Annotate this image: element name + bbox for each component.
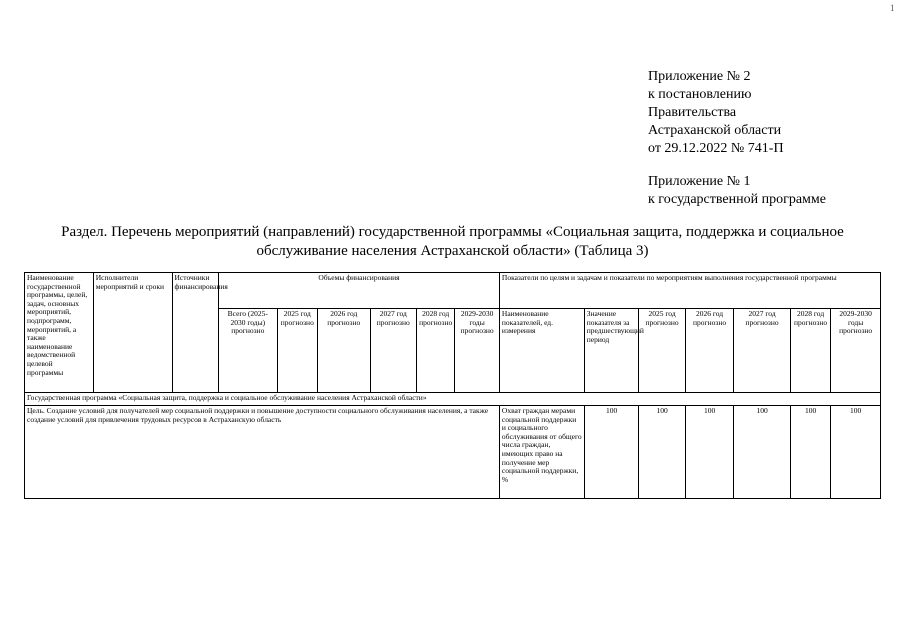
corner-mark: 1: [890, 3, 895, 13]
ind-col-2025: 2025 год прогнозно: [639, 309, 685, 393]
annex-header-bottom: [648, 173, 826, 209]
header-sources: Источники финансирования: [172, 273, 218, 393]
ind-col-2028: 2028 год прогнозно: [790, 309, 830, 393]
annex-line: от 29.12.2022 № 741-П: [648, 141, 784, 156]
ind-col-previous: Значение показателя за предшествующий период: [584, 309, 639, 393]
indicator-value-2025: 100: [639, 406, 685, 499]
annex-line: к постановлению: [648, 87, 752, 102]
section-title: Раздел. Перечень мероприятий (направлений) государственной программы «Социальная защита, поддержка и социальное обслуживание населения Астраханской области» (Таблица 3): [61, 224, 844, 259]
vol-col-total: Всего (2025-2030 годы) прогнозно: [218, 309, 277, 393]
indicator-value-2028: 100: [790, 406, 830, 499]
annex-line: Приложение № 2: [648, 69, 751, 84]
annex-line: Астраханской области: [648, 123, 782, 138]
indicator-value-2027: 100: [734, 406, 791, 499]
ind-col-2026: 2026 год прогнозно: [685, 309, 734, 393]
header-name: Наименование государственной программы, целей, задач, основных мероприятий, подпрограмм, мероприятий, а также наименование ведомственной целевой программы: [25, 273, 94, 393]
indicator-name-cell: Охват граждан мерами социальной поддержки и социального обслуживания от общего числа граждан, имеющих право на получение мер социальной поддержки, %: [499, 406, 584, 499]
header-volumes: Объемы финансирования: [218, 273, 499, 309]
annex-line: Приложение № 1: [648, 174, 751, 189]
ind-col-2029-2030: 2029-2030 годы прогнозно: [831, 309, 881, 393]
indicator-value-2029-2030: 100: [831, 406, 881, 499]
annex-line: Правительства: [648, 105, 737, 120]
activities-table: [24, 272, 881, 499]
header-indicators: Показатели по целям и задачам и показатели по мероприятиям выполнения государственной программы: [499, 273, 880, 309]
vol-col-2028: 2028 год прогнозно: [416, 309, 454, 393]
header-executors: Исполнители мероприятий и сроки: [93, 273, 172, 393]
annex-header-top: [648, 68, 784, 158]
goal-cell: Цель. Создание условий для получателей мер социальной поддержки и повышение доступности социального обслуживания населения, а также создание условий для привлечения трудовых ресурсов в Астраханскую область: [25, 406, 500, 499]
program-row: Государственная программа «Социальная защита, поддержка и социальное обслуживание населения Астраханской области»: [25, 393, 881, 406]
ind-col-2027: 2027 год прогнозно: [734, 309, 791, 393]
ind-col-name: Наименование показателей, ед. измерения: [499, 309, 584, 393]
vol-col-2027: 2027 год прогнозно: [370, 309, 416, 393]
vol-col-2029-2030: 2029-2030 годы прогнозно: [455, 309, 500, 393]
vol-col-2025: 2025 год прогнозно: [277, 309, 317, 393]
vol-col-2026: 2026 год прогнозно: [317, 309, 370, 393]
annex-line: к государственной программе: [648, 192, 826, 207]
indicator-value-previous: 100: [584, 406, 639, 499]
indicator-value-2026: 100: [685, 406, 734, 499]
